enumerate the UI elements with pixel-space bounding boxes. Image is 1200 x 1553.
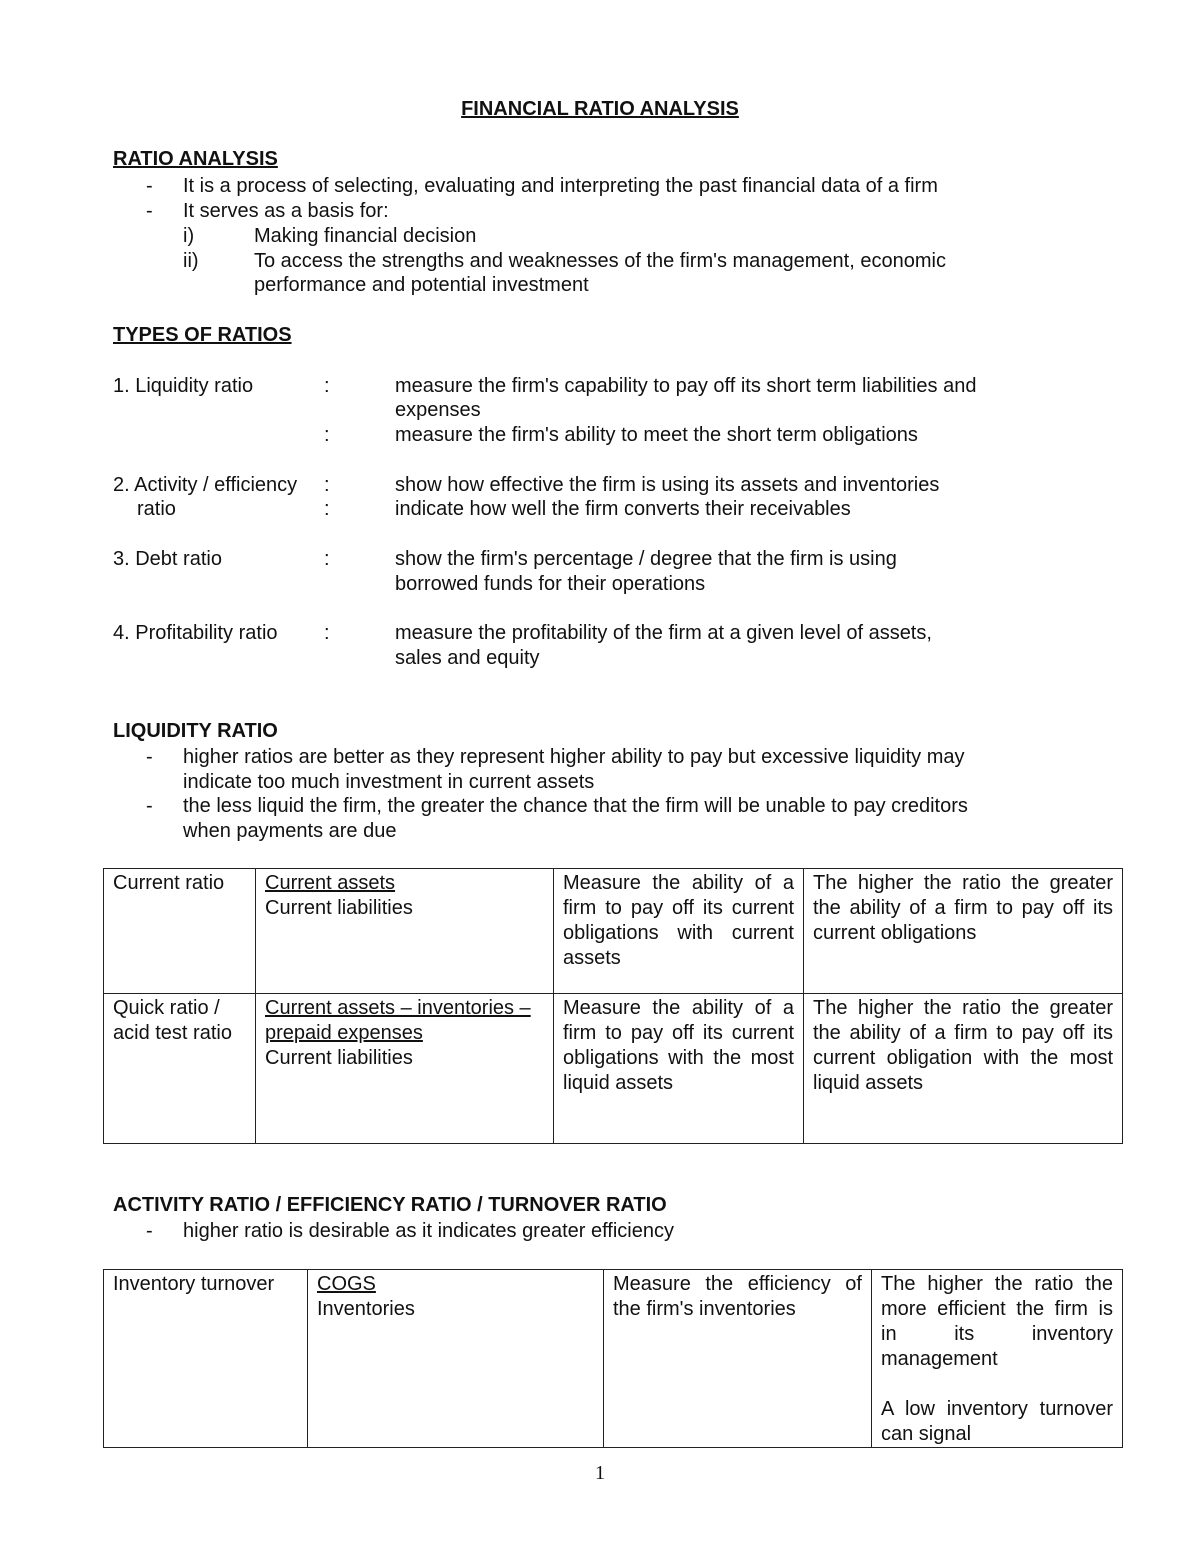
colon: : [324,548,330,570]
list-item [0,1219,1200,1244]
bullet-text: It is a process of selecting, evaluating and interpreting the past financial data of a firm [183,175,938,197]
type-desc: borrowed funds for their operations [395,573,706,595]
measure-cell [554,869,804,994]
bullet-text: higher ratios are better as they represent higher ability to pay but excessive liquidity may [183,746,965,768]
bullet-text: indicate too much investment in current assets [183,771,595,793]
bullet-dash: - [146,200,153,222]
sub-item-text: performance and potential investment [254,274,589,296]
ratio-name: Current ratio [113,872,225,894]
colon: : [324,622,330,644]
ratio-name: Quick ratio / acid test ratio [113,997,232,1044]
list-item [0,174,1200,199]
interpretation-cell [872,1270,1123,1448]
table-row [104,869,1123,994]
formula-denominator: Current liabilities [265,1047,413,1069]
measure-text: Measure the ability of a firm to pay off its current obligations with current assets [563,872,794,969]
interpretation-text: The higher the ratio the greater the ability of a firm to pay off its current obligations [813,872,1113,944]
formula-numerator: Current assets – inventories – prepaid expenses [265,997,531,1044]
list-item [0,745,1200,770]
liquidity-table [103,868,1123,1144]
activity-heading: ACTIVITY RATIO / EFFICIENCY RATIO / TURNOVER RATIO [113,1194,667,1216]
ratio-analysis-heading: RATIO ANALYSIS [113,148,278,170]
type-desc: measure the profitability of the firm at a given level of assets, [395,622,932,644]
colon: : [324,474,330,496]
sub-item-marker: ii) [183,250,199,272]
type-label: 3. Debt ratio [113,548,222,570]
colon: : [324,375,330,397]
ratio-name: Inventory turnover [113,1273,275,1295]
bullet-dash: - [146,1220,153,1242]
type-desc: indicate how well the firm converts their receivables [395,498,851,520]
measure-text: Measure the efficiency of the firm's inventories [613,1273,862,1320]
type-desc: measure the firm's ability to meet the short term obligations [395,424,918,446]
type-desc: sales and equity [395,647,540,669]
measure-cell [604,1270,872,1448]
colon: : [324,498,330,520]
type-desc: show how effective the firm is using its assets and inventories [395,474,940,496]
type-desc: measure the firm's capability to pay off its short term liabilities and [395,375,977,397]
colon: : [324,424,330,446]
bullet-text: It serves as a basis for: [183,200,389,222]
document-title: FINANCIAL RATIO ANALYSIS [461,98,739,120]
measure-cell [554,994,804,1144]
sub-item-text: Making financial decision [254,225,477,247]
table-row [104,1270,1123,1448]
formula-denominator: Current liabilities [265,897,413,919]
formula-cell [308,1270,604,1448]
measure-text: Measure the ability of a firm to pay off its current obligations with the most liquid assets [563,997,794,1094]
ratio-name-cell [104,994,256,1144]
table-row [104,994,1123,1144]
interpretation-cell [804,994,1123,1144]
type-desc: show the firm's percentage / degree that the firm is using [395,548,897,570]
type-label: 4. Profitability ratio [113,622,278,644]
bullet-dash: - [146,746,153,768]
bullet-text: when payments are due [183,820,397,842]
type-label: 1. Liquidity ratio [113,375,254,397]
interpretation-text: The higher the ratio the more efficient the firm is in its inventory management [881,1273,1113,1370]
interpretation-text: The higher the ratio the greater the ability of a firm to pay off its current obligation with the most liquid assets [813,997,1113,1094]
formula-denominator: Inventories [317,1298,415,1320]
interpretation-text-2: A low inventory turnover can signal [881,1398,1113,1445]
type-label: 2. Activity / efficiency [113,474,298,496]
list-item [0,794,1200,819]
liquidity-heading: LIQUIDITY RATIO [113,720,278,742]
formula-cell [256,869,554,994]
bullet-dash: - [146,795,153,817]
formula-numerator: COGS [317,1273,376,1295]
sub-item-marker: i) [183,225,195,247]
sub-item-text: To access the strengths and weaknesses of the firm's management, economic [254,250,946,272]
interpretation-cell [804,869,1123,994]
formula-cell [256,994,554,1144]
list-item [0,199,1200,224]
type-desc: expenses [395,399,481,421]
page-number: 1 [595,1462,605,1484]
bullet-text: the less liquid the firm, the greater the chance that the firm will be unable to pay creditors [183,795,968,817]
ratio-name-cell [104,869,256,994]
formula-numerator: Current assets [265,872,396,894]
bullet-dash: - [146,175,153,197]
type-label: ratio [137,498,176,520]
activity-table [103,1269,1123,1448]
ratio-name-cell [104,1270,308,1448]
types-heading: TYPES OF RATIOS [113,324,292,346]
bullet-text: higher ratio is desirable as it indicates greater efficiency [183,1220,674,1242]
